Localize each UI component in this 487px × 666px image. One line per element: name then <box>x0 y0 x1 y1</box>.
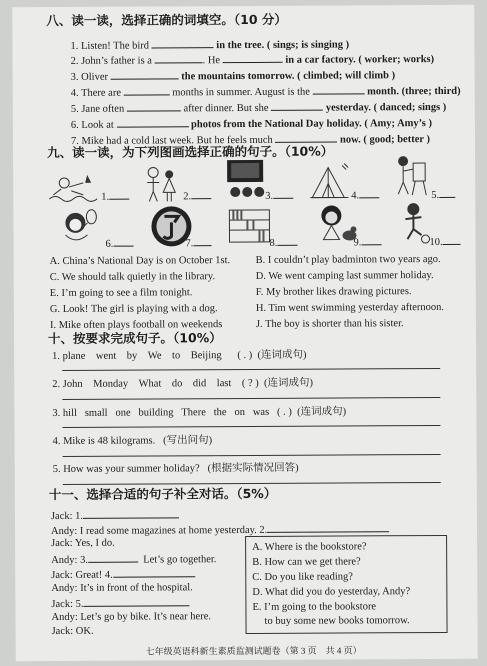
s9-option-c: C. We should talk quietly in the library. <box>49 271 216 284</box>
badminton-picture <box>53 207 99 249</box>
s8-q3: 3. Oliver the mountains tomorrow. ( climbed; will climb ) <box>70 70 396 83</box>
s10-q4: 4. Mike is 48 kilograms. (写出问句) <box>52 435 213 448</box>
s10-q3: 3. hill small one building There the on was ( . ) (连词成句) <box>52 406 347 420</box>
section-11-title: 十一、选择合适的句子补全对话。（5%） <box>48 485 277 503</box>
camping-picture <box>308 159 350 201</box>
dialog-line-7: Jack: 5. <box>51 596 189 611</box>
s8-q7: 7. Mike had a cold last week. But he feels much now. ( good; better ) <box>70 134 430 147</box>
page-footer: 七年级英语科新生素质监测试题卷（第 3 页 共 4 页） <box>145 645 362 657</box>
box-option-e: E. I’m going to the bookstore <box>252 601 377 613</box>
section-8-title: 八、读一读，选择正确的词填空。（10 分） <box>46 11 287 29</box>
s9-num-3: 3. <box>265 189 293 203</box>
drawing-picture <box>393 153 429 201</box>
dialog-line-4: Andy: 3. Let’s go together. <box>51 554 217 567</box>
box-option-c: C. Do you like reading? <box>252 571 353 583</box>
s8-q5: 5. Jane often after dinner. But she yesterday. ( danced; sings ) <box>70 101 447 115</box>
dialog-line-2: Andy: I read some magazines at home yesterday. 2. <box>51 522 389 538</box>
s9-num-8: 8. <box>269 236 297 250</box>
s10-q1: 1. plane went by We to Beijing ( . ) (连词成句) <box>52 349 307 363</box>
s9-option-e: E. I’m going to see a film tonight. <box>49 287 193 300</box>
s10-q2: 2. John Monday What do did last ( ? ) (连词成句) <box>52 377 314 391</box>
box-option-d: D. What did you do yesterday, Andy? <box>252 586 411 598</box>
dialog-line-3: Jack: Yes, I do. <box>51 537 115 550</box>
box-option-b: B. How can we get there? <box>252 556 361 568</box>
section-9-title: 九、读一读，为下列图画选择正确的句子。（10%） <box>47 143 334 161</box>
exam-page <box>12 5 477 661</box>
s8-q1: 1. Listen! The bird in the tree. ( sings; is singing ) <box>70 39 350 52</box>
s9-option-i: I. Mike often plays football on weekends <box>49 319 223 332</box>
dialog-line-1: Jack: 1. <box>51 508 179 523</box>
football-picture <box>397 201 431 245</box>
answer-line-5[interactable] <box>63 482 441 485</box>
section-10-title: 十、按要求完成句子。（10%） <box>47 330 222 347</box>
answer-line-4[interactable] <box>63 454 441 457</box>
s9-num-7: 7. <box>185 236 211 250</box>
s9-num-9: 9. <box>353 235 381 249</box>
s8-q4: 4. There are months in summer. August is the month. (three; third) <box>70 85 461 99</box>
s9-option-j: J. The boy is shorter than his sister. <box>255 318 404 330</box>
answer-line-1[interactable] <box>62 368 440 371</box>
s8-q6: 6. Look at photos from the National Day holiday. ( Amy; Amy’s ) <box>70 118 432 131</box>
answer-line-3[interactable] <box>62 425 440 428</box>
dialog-line-9: Jack: OK. <box>51 625 94 638</box>
s9-option-d: D. We went camping last summer holiday. <box>255 270 434 282</box>
dialog-line-5: Jack: Great! 4. <box>51 567 195 582</box>
boy-girl-picture <box>143 164 179 204</box>
s9-num-10: 10. <box>429 235 460 249</box>
s9-num-6: 6. <box>105 237 133 251</box>
s9-num-4: 4. <box>351 188 379 202</box>
answer-line-2[interactable] <box>62 397 440 400</box>
s9-option-f: F. My brother likes drawing pictures. <box>255 286 412 298</box>
s9-num-1: 1. <box>101 190 129 204</box>
cinema-picture <box>223 158 267 202</box>
s9-option-a: A. China’s National Day is on October 1st. <box>49 255 231 268</box>
box-option-a: A. Where is the bookstore? <box>252 541 367 553</box>
s9-option-b: B. I couldn’t play badminton two years ago. <box>255 253 441 266</box>
swimming-picture <box>47 169 97 207</box>
s8-q2: 2. John’s father is a . He in a car factory. ( worker; works) <box>70 54 435 67</box>
s9-num-5: 5. <box>431 188 455 202</box>
box-option-e-cont: to buy some new books tomorrow. <box>264 615 410 627</box>
s9-option-g: G. Look! The girl is playing with a dog. <box>49 303 218 316</box>
library-picture <box>227 206 271 246</box>
s10-q5: 5. How was your summer holiday? (根据实际情况回答) <box>52 462 299 476</box>
options-box <box>245 535 448 634</box>
s9-option-h: H. Tim went swimming yesterday afternoon. <box>255 301 445 314</box>
dialog-line-8: Andy: Let’s go by bike. It’s near here. <box>51 611 212 624</box>
s9-num-2: 2. <box>183 189 211 203</box>
dialog-line-6: Andy: It’s in front of the hospital. <box>51 582 193 595</box>
girl-dog-picture <box>313 203 357 247</box>
